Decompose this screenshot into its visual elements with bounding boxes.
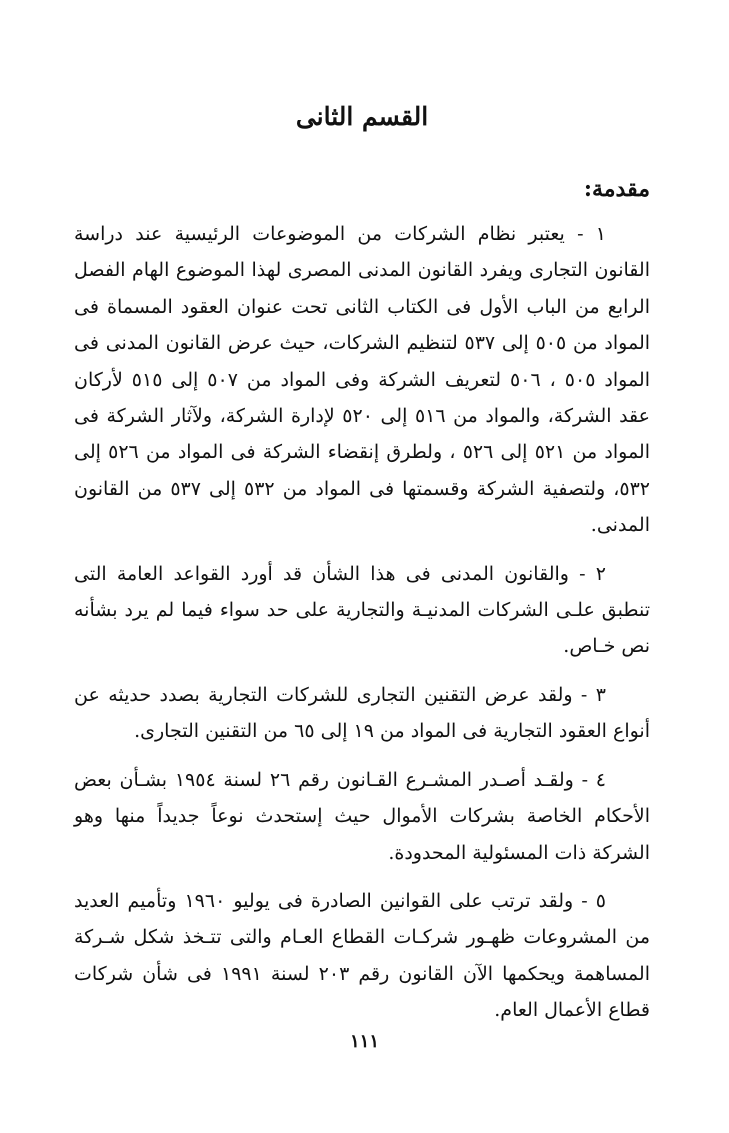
section-title: القسم الثانى xyxy=(295,102,429,131)
paragraph-4: ٤ - ولقـد أصـدر المشـرع القـانون رقم ٢٦ لسنة ١٩٥٤ بشـأن بعض الأحكام الخاصة بشركات الأموال حيث إستحدث نوعاً جديداً منها وهو الشركة ذات المسئولية المحدودة. xyxy=(74,768,650,864)
paragraph-5: ٥ - ولقد ترتب على القوانين الصادرة فى يوليو ١٩٦٠ وتأميم العديد من المشروعات ظهـور شركـات القطاع العـام والتى تتـخذ شكل شـركة المساهمة ويحكمها الآن القانون رقم ٢٠٣ لسنة ١٩٩١ فى شأن شركات قطاع الأعمال العام. xyxy=(74,889,650,1022)
paragraph-1: ١ - يعتبر نظام الشركات من الموضوعات الرئيسية عند دراسة القانون التجارى ويفرد القانون المدنى المصرى لهذا الموضوع الهام الفصل الرابع من الباب الأول فى الكتاب الثانى تحت عنوان العقود المسماة فى المواد من ٥٠٥ إلى ٥٣٧ لتنظيم الشركات، حيث عرض القانون المدنى فى المواد ٥٠٥ ، ٥٠٦ لتعريف الشركة وفى المواد من ٥٠٧ إلى ٥١٥ لأركان عقد الشركة، والمواد من ٥١٦ إلى ٥٢٠ لإدارة الشركة، ولآثار الشركة فى المواد من ٥٢١ إلى ٥٢٦ ، ولطرق إنقضاء الشركة فى المواد من ٥٢٦ إلى ٥٣٢، ولتصفية الشركة وقسمتها فى المواد من ٥٣٢ إلى ٥٣٧ من القانون المدنى. xyxy=(74,223,651,537)
paragraph-3: ٣ - ولقد عرض التقنين التجارى للشركات التجارية بصدد حديثه عن أنواع العقود التجارية فى المواد من ١٩ إلى ٦٥ من التقنين التجارى. xyxy=(74,683,650,743)
page-number: ١١١ xyxy=(349,1031,379,1052)
intro-heading: مقدمة: xyxy=(583,176,650,202)
paragraph-2: ٢ - والقانون المدنى فى هذا الشأن قد أورد القواعد العامة التى تنطبق علـى الشركات المدنيـة والتجارية على حد سواء فيما لم يرد بشأنه نص خـاص. xyxy=(74,562,650,658)
page-body xyxy=(74,100,650,1041)
